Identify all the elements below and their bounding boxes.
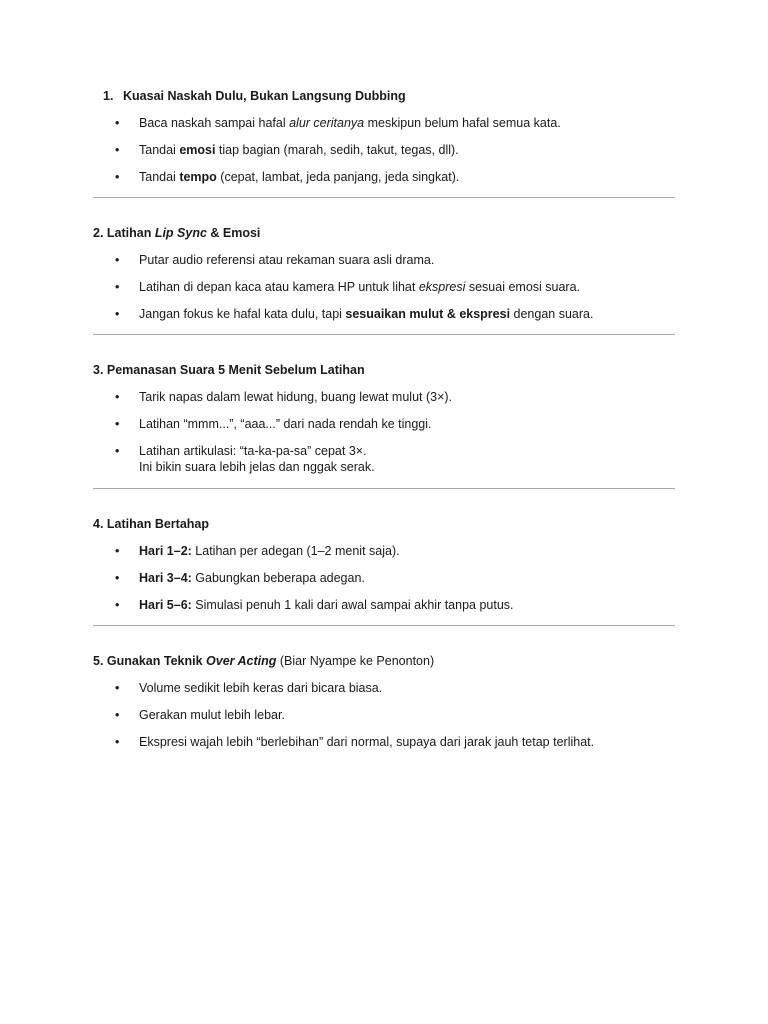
list-item <box>93 306 675 322</box>
section-2 <box>93 225 675 322</box>
item-text: Tandai <box>139 143 180 157</box>
item-text: (cepat, lambat, jeda panjang, jeda singkat). <box>216 170 460 184</box>
bullet-icon: • <box>115 444 120 458</box>
item-emphasis: alur ceritanya <box>289 116 365 130</box>
bullet-icon: • <box>115 280 120 294</box>
item-text: Latihan artikulasi: “ta-ka-pa-sa” cepat 3×. <box>139 444 367 458</box>
section-heading <box>93 225 675 241</box>
bullet-icon: • <box>115 253 120 267</box>
heading-title: 3. Pemanasan Suara 5 Menit Sebelum Latihan <box>93 363 365 377</box>
heading-subtitle: (Biar Nyampe ke Penonton) <box>276 654 435 668</box>
horizontal-divider <box>93 197 675 198</box>
bullet-icon: • <box>115 417 120 431</box>
list-item <box>93 734 675 750</box>
item-text: Jangan fokus ke hafal kata dulu, tapi <box>139 307 346 321</box>
list-item <box>93 169 675 185</box>
item-text: Latihan “mmm...”, “aaa...” dari nada rendah ke tinggi. <box>139 417 432 431</box>
bullet-icon: • <box>115 307 120 321</box>
list-item <box>93 142 675 158</box>
item-text: Tandai <box>139 170 180 184</box>
bullet-list <box>93 252 675 322</box>
heading-title: 5. Gunakan Teknik <box>93 654 207 668</box>
bullet-list <box>93 389 675 475</box>
bullet-icon: • <box>115 170 120 184</box>
list-item <box>93 115 675 131</box>
heading-title: Kuasai Naskah Dulu, Bukan Langsung Dubbing <box>123 89 406 103</box>
bullet-icon: • <box>115 116 120 130</box>
horizontal-divider <box>93 488 675 489</box>
item-emphasis: ekspresi <box>418 280 466 294</box>
bullet-icon: • <box>115 735 120 749</box>
item-strong: sesuaikan mulut & ekspresi <box>345 307 511 321</box>
bullet-icon: • <box>115 598 120 612</box>
item-text: Latihan per adegan (1–2 menit saja). <box>191 544 400 558</box>
section-3 <box>93 362 675 475</box>
section-5 <box>93 653 675 750</box>
item-text: Tarik napas dalam lewat hidung, buang lewat mulut (3×). <box>139 390 453 404</box>
bullet-icon: • <box>115 681 120 695</box>
horizontal-divider <box>93 334 675 335</box>
list-item <box>93 252 675 268</box>
item-text: Ekspresi wajah lebih “berlebihan” dari normal, supaya dari jarak jauh tetap terlihat. <box>139 735 595 749</box>
heading-emphasis: Lip Sync <box>154 226 207 240</box>
section-heading <box>93 362 675 378</box>
heading-title: 4. Latihan Bertahap <box>93 517 209 531</box>
list-item <box>93 389 675 405</box>
list-item <box>93 597 675 613</box>
list-item <box>93 416 675 432</box>
bullet-icon: • <box>115 544 120 558</box>
bullet-list <box>93 543 675 613</box>
item-text: Gerakan mulut lebih lebar. <box>139 708 285 722</box>
list-item <box>93 543 675 559</box>
section-4 <box>93 516 675 613</box>
item-text: Putar audio referensi atau rekaman suara asli drama. <box>139 253 435 267</box>
list-item <box>93 707 675 723</box>
bullet-list <box>93 680 675 750</box>
section-heading <box>93 516 675 532</box>
item-text: tiap bagian (marah, sedih, takut, tegas, dll). <box>215 143 459 157</box>
bullet-icon: • <box>115 390 120 404</box>
list-item <box>93 279 675 295</box>
heading-title-suffix: & Emosi <box>206 226 261 240</box>
bullet-list <box>93 115 675 185</box>
horizontal-divider <box>93 625 675 626</box>
item-text: meskipun belum hafal semua kata. <box>364 116 561 130</box>
item-text: dengan suara. <box>510 307 594 321</box>
item-text: sesuai emosi suara. <box>465 280 581 294</box>
item-text: Baca naskah sampai hafal <box>139 116 290 130</box>
list-item <box>93 570 675 586</box>
item-text-line-2: Ini bikin suara lebih jelas dan nggak serak. <box>139 460 375 474</box>
item-text: Gabungkan beberapa adegan. <box>191 571 365 585</box>
heading-emphasis: Over Acting <box>206 654 277 668</box>
item-text: Volume sedikit lebih keras dari bicara biasa. <box>139 681 383 695</box>
item-strong: tempo <box>179 170 217 184</box>
section-heading <box>93 653 675 669</box>
item-strong: emosi <box>179 143 216 157</box>
list-item <box>93 680 675 696</box>
item-strong: Hari 5–6: <box>139 598 192 612</box>
section-1 <box>93 88 675 185</box>
list-item <box>93 443 675 475</box>
heading-title: 2. Latihan <box>93 226 155 240</box>
list-number: 1. <box>103 89 114 103</box>
bullet-icon: • <box>115 708 120 722</box>
item-text: Simulasi penuh 1 kali dari awal sampai akhir tanpa putus. <box>191 598 514 612</box>
item-strong: Hari 1–2: <box>139 544 192 558</box>
bullet-icon: • <box>115 571 120 585</box>
section-heading <box>93 88 675 104</box>
item-text: Latihan di depan kaca atau kamera HP untuk lihat <box>139 280 419 294</box>
item-strong: Hari 3–4: <box>139 571 192 585</box>
bullet-icon: • <box>115 143 120 157</box>
